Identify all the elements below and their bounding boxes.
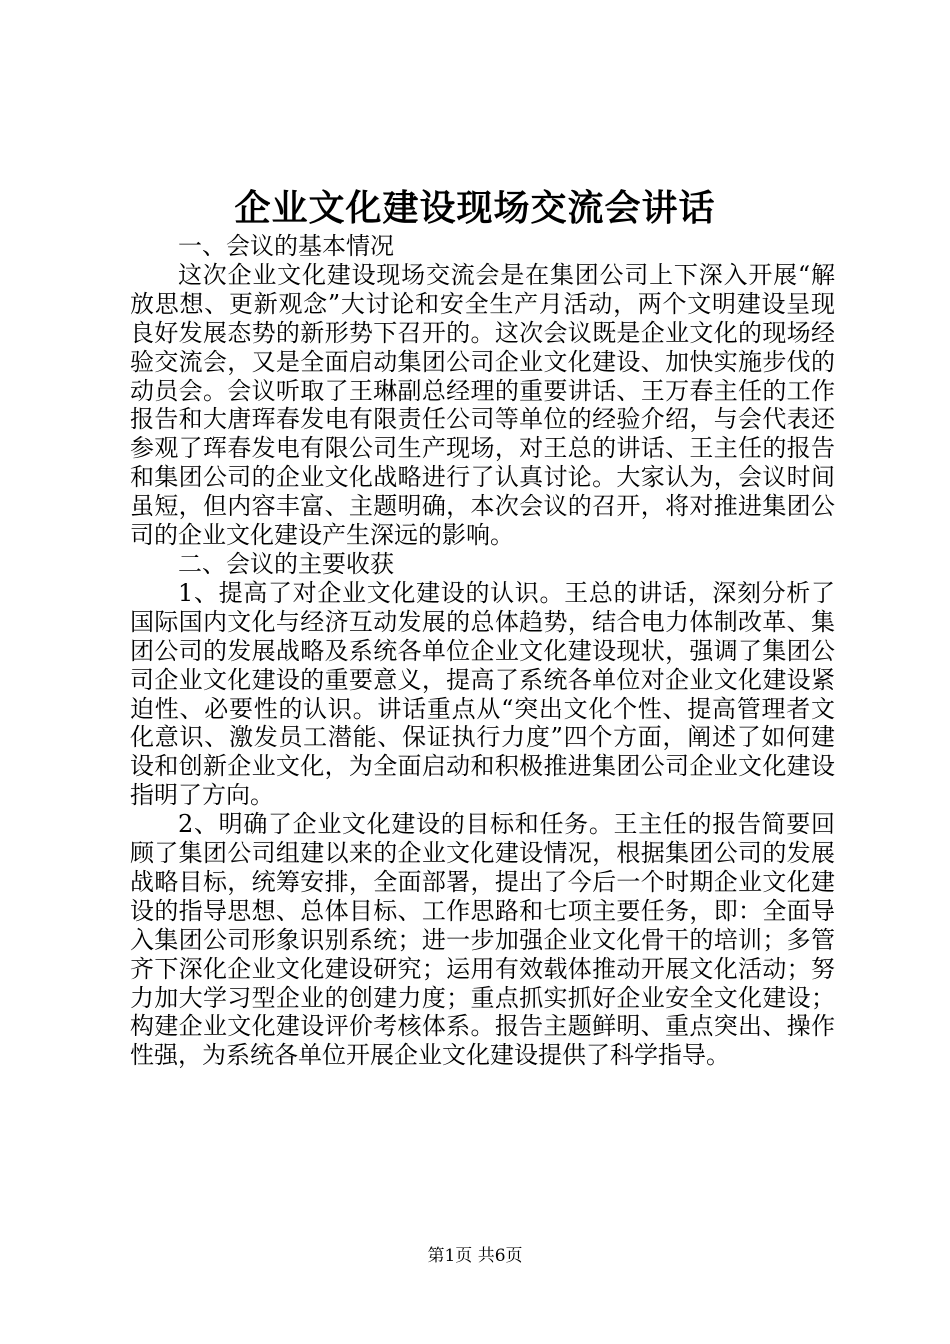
section-heading-1: 一、会议的基本情况 — [178, 232, 394, 260]
document-body — [130, 232, 835, 1070]
paragraph-1: 这次企业文化建设现场交流会是在集团公司上下深入开展“解放思想、更新观念”大讨论和安全生产月活动，两个文明建设呈现良好发展态势的新形势下召开的。这次会议既是企业文化的现场经验交流会，又是全面启动集团公司企业文化建设、加快实施步伐的动员会。会议听取了王琳副总经理的重要讲话、王万春主任的工作报告和大唐珲春发电有限责任公司等单位的经验介绍，与会代表还参观了珲春发电有限公司生产现场，对王总的讲话、王主任的报告和集团公司的企业文化战略进行了认真讨论。大家认为，会议时间虽短，但内容丰富、主题明确，本次会议的召开，将对推进集团公司的企业文化建设产生深远的影响。 — [130, 260, 835, 550]
section-heading-2: 二、会议的主要收获 — [178, 549, 394, 578]
paragraph-2: 1、提高了对企业文化建设的认识。王总的讲话，深刻分析了国际国内文化与经济互动发展的总体趋势，结合电力体制改革、集团公司的发展战略及系统各单位企业文化建设现状，强调了集团公司企业文化建设的重要意义，提高了系统各单位对企业文化建设紧迫性、必要性的认识。讲话重点从“突出文化个性、提高管理者文化意识、激发员工潜能、保证执行力度”四个方面，阐述了如何建设和创新企业文化，为全面启动和积极推进集团公司企业文化建设指明了方向。 — [130, 578, 835, 810]
paragraph-3: 2、明确了企业文化建设的目标和任务。王主任的报告简要回顾了集团公司组建以来的企业文化建设情况，根据集团公司的发展战略目标，统筹安排，全面部署，提出了今后一个时期企业文化建设的指导思想、总体目标、工作思路和七项主要任务，即：全面导入集团公司形象识别系统；进一步加强企业文化骨干的培训；多管齐下深化企业文化建设研究；运用有效载体推动开展文化活动；努力加大学习型企业的创建力度；重点抓实抓好企业安全文化建设；构建企业文化建设评价考核体系。报告主题鲜明、重点突出、操作性强，为系统各单位开展企业文化建设提供了科学指导。 — [130, 810, 835, 1070]
page-number-footer: 第1页 共6页 — [427, 1246, 523, 1266]
document-title: 企业文化建设现场交流会讲话 — [234, 187, 716, 229]
